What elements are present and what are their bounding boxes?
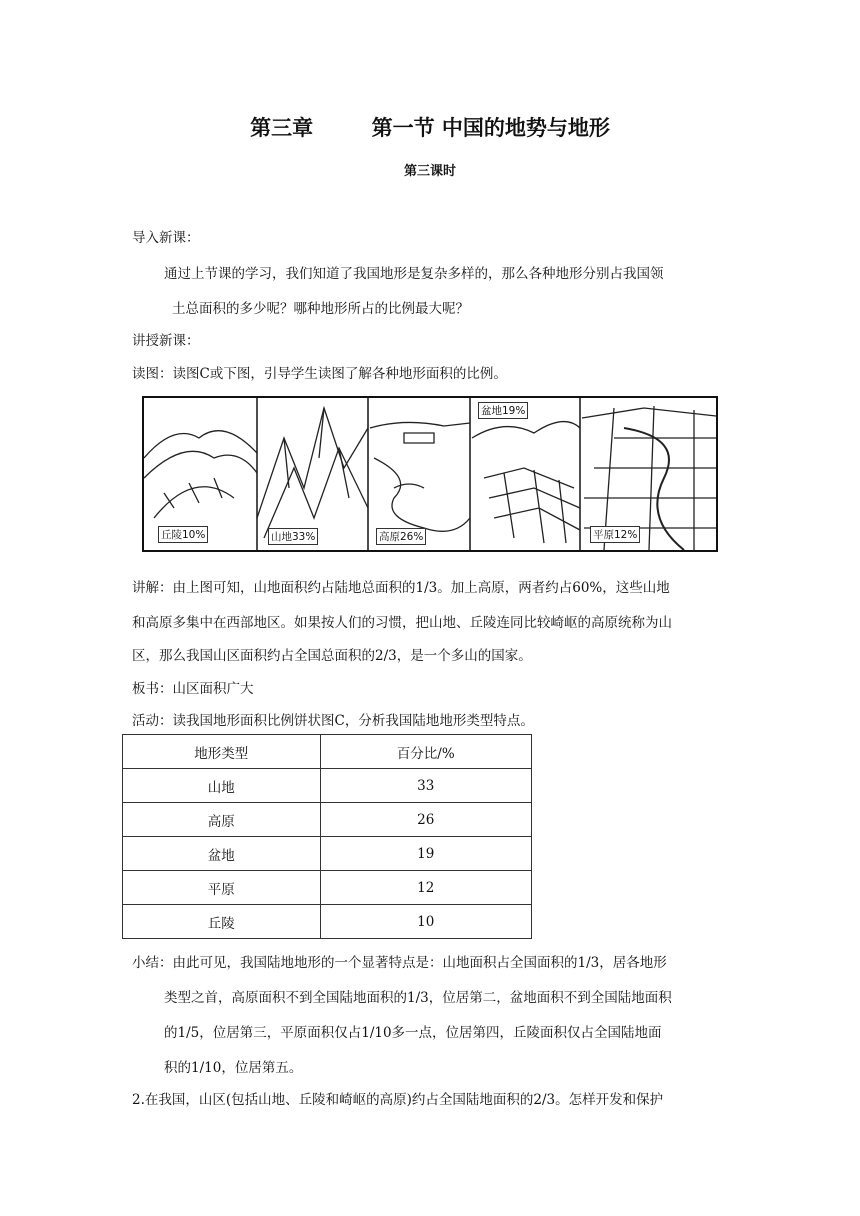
page-title: 第三章 第一节 中国的地势与地形 xyxy=(250,116,610,140)
table-row xyxy=(123,803,532,837)
table-cell: 12 xyxy=(320,871,532,905)
summary-line-4: 积的1/10，位居第五。 xyxy=(164,1060,303,1076)
table-header-cell: 地形类型 xyxy=(123,735,321,769)
explain-line-2: 和高原多集中在西部地区。如果按人们的习惯，把山地、丘陵连同比较崎岖的高原统称为山 xyxy=(132,615,672,631)
table-cell: 盆地 xyxy=(123,837,321,871)
terrain-percentage-table xyxy=(122,734,532,939)
table-cell: 平原 xyxy=(123,871,321,905)
board-note: 板书：山区面积广大 xyxy=(132,681,254,697)
explain-line-1: 讲解：由上图可知，山地面积约占陆地总面积的1/3。加上高原，两者约占60%，这些山地 xyxy=(132,580,670,596)
table-cell: 丘陵 xyxy=(123,905,321,939)
table-cell: 10 xyxy=(320,905,532,939)
intro-line-2: 土总面积的多少呢？哪种地形所占的比例最大呢？ xyxy=(172,301,469,317)
terrain-illustration xyxy=(142,396,718,552)
table-cell: 33 xyxy=(320,769,532,803)
panel-label-hills: 丘陵10% xyxy=(158,526,208,543)
teach-label: 讲授新课： xyxy=(132,333,200,349)
intro-label: 导入新课： xyxy=(132,230,200,246)
question-2: 2.在我国，山区(包括山地、丘陵和崎岖的高原)约占全国陆地面积的2/3。怎样开发和保护 xyxy=(132,1092,664,1108)
panel-label-plain: 平原12% xyxy=(590,526,640,543)
activity-text: 活动：读我国地形面积比例饼状图C，分析我国陆地地形类型特点。 xyxy=(132,713,534,729)
table-header-cell: 百分比/% xyxy=(320,735,532,769)
read-map-text: 读图：读图C或下图，引导学生读图了解各种地形面积的比例。 xyxy=(132,366,507,382)
panel-label-mountains: 山地33% xyxy=(268,528,318,545)
explain-line-3: 区，那么我国山区面积约占全国总面积的2/3，是一个多山的国家。 xyxy=(132,648,532,664)
panel-label-basin: 盆地19% xyxy=(478,402,528,419)
intro-line-1: 通过上节课的学习，我们知道了我国地形是复杂多样的，那么各种地形分别占我国领 xyxy=(164,266,664,282)
table-row xyxy=(123,871,532,905)
table-cell: 19 xyxy=(320,837,532,871)
table-cell: 26 xyxy=(320,803,532,837)
table-header-row xyxy=(123,735,532,769)
page-subtitle: 第三课时 xyxy=(403,164,456,179)
table-cell: 高原 xyxy=(123,803,321,837)
summary-line-2: 类型之首，高原面积不到全国陆地面积的1/3，位居第二，盆地面积不到全国陆地面积 xyxy=(164,990,672,1006)
table-row xyxy=(123,837,532,871)
panel-label-plateau: 高原26% xyxy=(376,528,426,545)
table-cell: 山地 xyxy=(123,769,321,803)
table-row xyxy=(123,769,532,803)
summary-line-3: 的1/5，位居第三，平原面积仅占1/10多一点，位居第四，丘陵面积仅占全国陆地面 xyxy=(164,1025,662,1041)
table-row xyxy=(123,905,532,939)
summary-line-1: 小结：由此可见，我国陆地地形的一个显著特点是：山地面积占全国面积的1/3，居各地形 xyxy=(132,955,667,971)
